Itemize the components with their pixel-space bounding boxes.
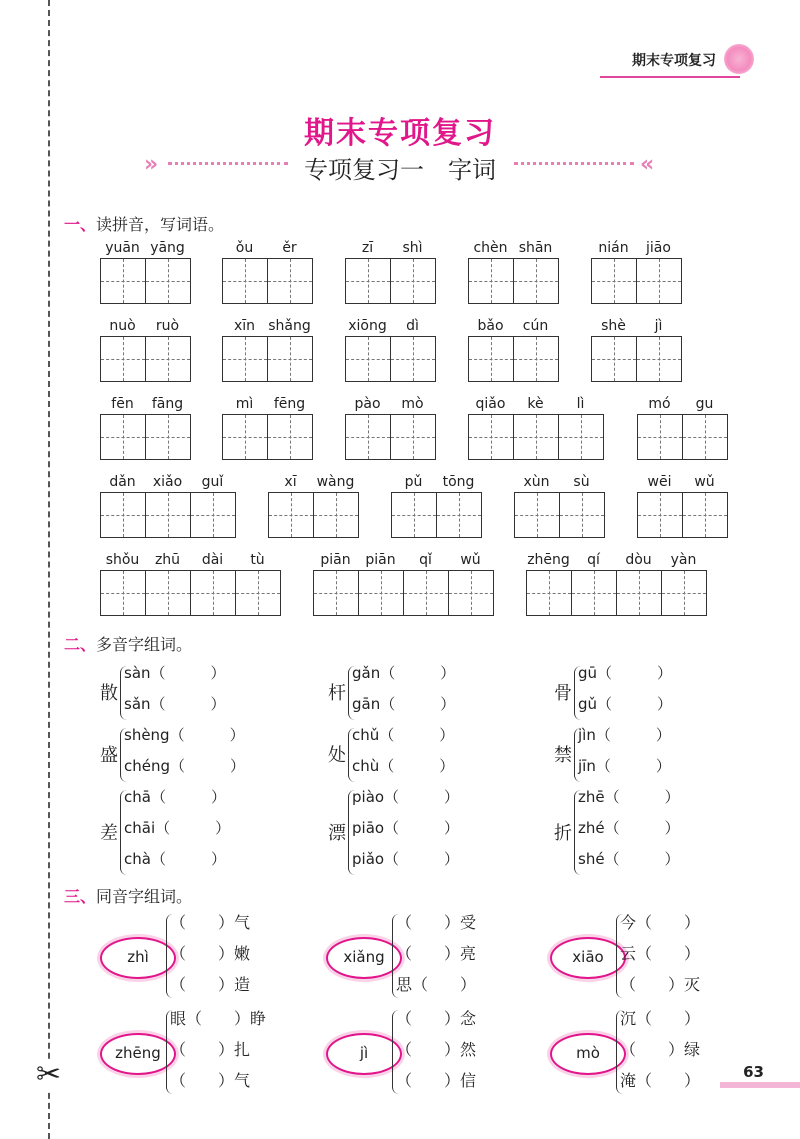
- pinyin-syllable: mó: [648, 396, 671, 412]
- writing-grid: [468, 414, 604, 460]
- homophone-blank[interactable]: （ ）受: [396, 913, 477, 932]
- writing-grid: [100, 336, 191, 382]
- pinyin-syllable: guǐ: [201, 474, 224, 490]
- pinyin-syllable: tōng: [442, 474, 475, 490]
- pinyin-syllable: zhū: [154, 552, 181, 568]
- writing-grid: [100, 414, 191, 460]
- writing-grid: [222, 258, 313, 304]
- reading-blank[interactable]: piāo（ ）: [352, 819, 460, 837]
- scissors-icon: ✂: [36, 1057, 62, 1092]
- grid-cell[interactable]: [558, 415, 603, 459]
- reading-blank[interactable]: chù（ ）: [352, 757, 455, 775]
- grid-cell[interactable]: [682, 493, 727, 537]
- grid-cell[interactable]: [235, 571, 280, 615]
- pinyin-syllable: zī: [361, 240, 374, 256]
- reading-blank[interactable]: jīn（ ）: [578, 757, 671, 775]
- word-group: [468, 316, 559, 382]
- grid-cell[interactable]: [469, 415, 513, 459]
- pinyin-syllable: nuò: [109, 318, 136, 334]
- pinyin-syllable: mò: [401, 396, 424, 412]
- grid-cell[interactable]: [190, 571, 235, 615]
- pinyin-row: [345, 238, 436, 258]
- homophone-blank[interactable]: 今（ ）: [620, 913, 701, 932]
- pinyin-syllable: wàng: [316, 474, 355, 490]
- pinyin-syllable: wǔ: [460, 552, 481, 568]
- polyphone-char: 折: [554, 822, 572, 844]
- reading-blank[interactable]: sàn（ ）: [124, 664, 226, 682]
- pinyin-badge: zhì: [100, 937, 176, 979]
- writing-grid: [468, 258, 559, 304]
- reading-blank[interactable]: piào（ ）: [352, 788, 460, 806]
- word-group: [468, 238, 559, 304]
- polyphone-char: 骨: [554, 683, 572, 704]
- pinyin-badge: zhēng: [100, 1033, 176, 1075]
- section-title: 二、多音字组词。: [64, 635, 193, 654]
- pinyin-row: [100, 394, 191, 414]
- word-group: [268, 472, 359, 538]
- homophone-blank[interactable]: （ ）造: [170, 975, 251, 994]
- grid-cell[interactable]: [346, 337, 390, 381]
- writing-grid: [391, 492, 482, 538]
- homophone-blank[interactable]: （ ）然: [396, 1040, 477, 1059]
- pinyin-syllable: ruò: [155, 318, 180, 334]
- pinyin-badge: xiāo: [550, 937, 626, 979]
- word-group: [222, 316, 313, 382]
- word-group: [391, 472, 482, 538]
- reading-blank[interactable]: chà（ ）: [124, 850, 226, 868]
- writing-grid: [222, 336, 313, 382]
- grid-cell[interactable]: [358, 571, 403, 615]
- pinyin-row: [591, 238, 682, 258]
- homophone-blank[interactable]: （ ）信: [396, 1071, 477, 1090]
- polyphone-char: 差: [100, 822, 118, 844]
- pinyin-row: [100, 316, 191, 336]
- word-group: [345, 238, 436, 304]
- grid-cell[interactable]: [515, 493, 559, 537]
- pinyin-row: [591, 316, 682, 336]
- pinyin-row: [345, 316, 436, 336]
- pinyin-syllable: tù: [250, 552, 265, 568]
- pinyin-syllable: xī: [284, 474, 297, 490]
- grid-cell[interactable]: [636, 259, 681, 303]
- pinyin-syllable: qí: [587, 552, 600, 568]
- word-group: [468, 394, 604, 460]
- reading-blank[interactable]: chéng（ ）: [124, 757, 246, 775]
- grid-cell[interactable]: [436, 493, 481, 537]
- polyphone-char: 盛: [100, 745, 118, 766]
- pinyin-row: [313, 550, 494, 570]
- grid-cell[interactable]: [267, 337, 312, 381]
- grid-cell[interactable]: [392, 493, 436, 537]
- pinyin-row: [514, 472, 605, 492]
- pinyin-syllable: jiāo: [646, 240, 671, 256]
- homophone-blank[interactable]: 云（ ）: [620, 944, 701, 963]
- writing-grid: [637, 414, 728, 460]
- grid-cell[interactable]: [101, 259, 145, 303]
- grid-cell[interactable]: [101, 337, 145, 381]
- reading-blank[interactable]: zhé（ ）: [578, 819, 680, 837]
- writing-grid: [526, 570, 707, 616]
- pinyin-syllable: qǐ: [419, 552, 432, 568]
- reading-blank[interactable]: gǔ（ ）: [578, 695, 673, 713]
- word-group: [637, 394, 728, 460]
- grid-cell[interactable]: [592, 259, 636, 303]
- reading-blank[interactable]: chā（ ）: [124, 788, 226, 806]
- polyphone-char: 禁: [554, 745, 572, 766]
- pinyin-syllable: qiǎo: [475, 396, 506, 412]
- pinyin-syllable: xùn: [523, 474, 550, 490]
- pinyin-syllable: jì: [654, 318, 663, 334]
- word-group: [345, 316, 436, 382]
- pinyin-row: [391, 472, 482, 492]
- pinyin-syllable: xīn: [233, 318, 256, 334]
- word-group: [222, 238, 313, 304]
- reading-blank[interactable]: piǎo（ ）: [352, 850, 460, 868]
- reading-blank[interactable]: gǎn（ ）: [352, 664, 456, 682]
- reading-blank[interactable]: shèng（ ）: [124, 726, 245, 744]
- pinyin-syllable: xiǎo: [152, 474, 183, 490]
- grid-cell[interactable]: [101, 493, 145, 537]
- page-subtitle: 专项复习一 字词: [304, 156, 496, 184]
- polyphone-char: 散: [100, 683, 118, 704]
- grid-cell[interactable]: [346, 259, 390, 303]
- grid-cell[interactable]: [513, 337, 558, 381]
- page-number: 63: [743, 1063, 764, 1081]
- homophone-blank[interactable]: （ ）念: [396, 1009, 477, 1028]
- pinyin-syllable: yāng: [150, 240, 185, 256]
- grid-cell[interactable]: [390, 415, 435, 459]
- writing-grid: [591, 336, 682, 382]
- pinyin-syllable: kè: [527, 396, 544, 412]
- pinyin-syllable: shān: [518, 240, 553, 256]
- writing-grid: [637, 492, 728, 538]
- grid-cell[interactable]: [145, 259, 190, 303]
- reading-blank[interactable]: zhē（ ）: [578, 788, 680, 806]
- grid-cell[interactable]: [145, 493, 190, 537]
- grid-cell[interactable]: [638, 415, 682, 459]
- pinyin-syllable: fāng: [151, 396, 184, 412]
- homophone-blank[interactable]: 眼（ ）睁: [170, 1009, 267, 1028]
- pinyin-syllable: gu: [695, 396, 714, 412]
- page-title: 期末专项复习: [304, 116, 496, 151]
- word-group: [526, 550, 707, 616]
- grid-cell[interactable]: [638, 493, 682, 537]
- pinyin-syllable: pǔ: [404, 474, 423, 490]
- pinyin-syllable: nián: [598, 240, 629, 256]
- pinyin-syllable: fēng: [273, 396, 306, 412]
- grid-cell[interactable]: [101, 571, 145, 615]
- pinyin-syllable: dài: [201, 552, 224, 568]
- pinyin-syllable: zhēng: [527, 552, 570, 568]
- grid-cell[interactable]: [314, 571, 358, 615]
- pinyin-syllable: dì: [406, 318, 419, 334]
- homophone-blank[interactable]: （ ）气: [170, 913, 251, 932]
- word-group: [222, 394, 313, 460]
- pinyin-syllable: cún: [522, 318, 549, 334]
- pinyin-row: [468, 394, 604, 414]
- reading-blank[interactable]: chǔ（ ）: [352, 726, 455, 744]
- pinyin-syllable: shǎng: [268, 318, 311, 334]
- writing-grid: [268, 492, 359, 538]
- pinyin-row: [637, 472, 728, 492]
- homophone-blank[interactable]: （ ）扎: [170, 1040, 251, 1059]
- pinyin-badge: xiǎng: [326, 937, 402, 979]
- pinyin-syllable: shì: [402, 240, 423, 256]
- grid-cell[interactable]: [469, 337, 513, 381]
- grid-cell[interactable]: [346, 415, 390, 459]
- homophone-blank[interactable]: （ ）灭: [620, 975, 701, 994]
- pinyin-row: [222, 316, 313, 336]
- pinyin-syllable: ǒu: [235, 240, 254, 256]
- pinyin-row: [268, 472, 359, 492]
- writing-grid: [514, 492, 605, 538]
- section-title: 三、同音字组词。: [64, 887, 193, 906]
- grid-cell[interactable]: [390, 259, 435, 303]
- grid-cell[interactable]: [636, 337, 681, 381]
- pinyin-syllable: ěr: [282, 240, 297, 256]
- reading-blank[interactable]: sǎn（ ）: [124, 695, 226, 713]
- word-group: [345, 394, 436, 460]
- pinyin-syllable: fēn: [111, 396, 134, 412]
- grid-cell[interactable]: [101, 415, 145, 459]
- grid-cell[interactable]: [145, 571, 190, 615]
- writing-grid: [100, 492, 236, 538]
- word-group: [514, 472, 605, 538]
- grid-cell[interactable]: [448, 571, 493, 615]
- grid-cell[interactable]: [527, 571, 571, 615]
- grid-cell[interactable]: [616, 571, 661, 615]
- homophone-blank[interactable]: 沉（ ）: [620, 1009, 701, 1028]
- pinyin-row: [100, 550, 281, 570]
- homophone-blank[interactable]: （ ）亮: [396, 944, 477, 963]
- reading-blank[interactable]: gū（ ）: [578, 664, 673, 682]
- pinyin-syllable: wēi: [647, 474, 672, 490]
- word-group: [637, 472, 728, 538]
- grid-cell[interactable]: [223, 415, 267, 459]
- homophone-blank[interactable]: 淹（ ）: [620, 1071, 701, 1090]
- grid-cell[interactable]: [513, 259, 558, 303]
- pinyin-syllable: yàn: [670, 552, 697, 568]
- grid-cell[interactable]: [313, 493, 358, 537]
- grid-cell[interactable]: [190, 493, 235, 537]
- header-tab: 期末专项复习: [632, 53, 716, 69]
- writing-grid: [222, 414, 313, 460]
- pinyin-syllable: wǔ: [694, 474, 715, 490]
- word-group: [100, 550, 281, 616]
- grid-cell[interactable]: [592, 337, 636, 381]
- grid-cell[interactable]: [513, 415, 558, 459]
- writing-grid: [345, 258, 436, 304]
- pinyin-row: [100, 238, 191, 258]
- grid-cell[interactable]: [559, 493, 604, 537]
- double-chevron-left-icon: «: [640, 152, 655, 177]
- grid-cell[interactable]: [223, 259, 267, 303]
- pinyin-syllable: yuān: [105, 240, 140, 256]
- pinyin-syllable: piān: [365, 552, 396, 568]
- grid-cell[interactable]: [682, 415, 727, 459]
- pinyin-row: [222, 394, 313, 414]
- pinyin-row: [222, 238, 313, 258]
- section-title: 一、读拼音，写词语。: [64, 215, 225, 234]
- writing-grid: [591, 258, 682, 304]
- grid-cell[interactable]: [223, 337, 267, 381]
- writing-grid: [313, 570, 494, 616]
- writing-grid: [468, 336, 559, 382]
- grid-cell[interactable]: [469, 259, 513, 303]
- word-group: [591, 238, 682, 304]
- homophone-blank[interactable]: （ ）嫩: [170, 944, 251, 963]
- pinyin-badge: mò: [550, 1033, 626, 1075]
- pinyin-syllable: pào: [354, 396, 381, 412]
- page-bar: [720, 1082, 800, 1088]
- pinyin-syllable: dòu: [625, 552, 652, 568]
- pinyin-badge: jì: [326, 1033, 402, 1075]
- reading-blank[interactable]: shé（ ）: [578, 850, 680, 868]
- word-group: [100, 238, 191, 304]
- pinyin-syllable: lì: [576, 396, 585, 412]
- pinyin-row: [345, 394, 436, 414]
- flower-icon: [724, 44, 754, 74]
- polyphone-char: 杆: [328, 683, 346, 704]
- grid-cell[interactable]: [661, 571, 706, 615]
- grid-cell[interactable]: [269, 493, 313, 537]
- homophone-blank[interactable]: 思（ ）: [396, 975, 477, 994]
- pinyin-syllable: sù: [573, 474, 590, 490]
- double-chevron-right-icon: »: [144, 152, 159, 177]
- grid-cell[interactable]: [571, 571, 616, 615]
- pinyin-syllable: bǎo: [477, 318, 504, 334]
- writing-grid: [345, 414, 436, 460]
- word-group: [100, 394, 191, 460]
- homophone-blank[interactable]: （ ）气: [170, 1071, 251, 1090]
- word-group: [100, 316, 191, 382]
- pinyin-row: [100, 472, 236, 492]
- pinyin-syllable: dǎn: [109, 474, 136, 490]
- header-divider: [600, 76, 740, 78]
- writing-grid: [100, 258, 191, 304]
- writing-grid: [100, 570, 281, 616]
- pinyin-syllable: chèn: [473, 240, 508, 256]
- pinyin-syllable: shǒu: [105, 552, 140, 568]
- word-group: [313, 550, 494, 616]
- polyphone-char: 漂: [328, 822, 346, 844]
- pinyin-syllable: piān: [320, 552, 351, 568]
- grid-cell[interactable]: [145, 337, 190, 381]
- homophone-blank[interactable]: （ ）绿: [620, 1040, 701, 1059]
- reading-blank[interactable]: jìn（ ）: [578, 726, 671, 744]
- reading-blank[interactable]: gān（ ）: [352, 695, 456, 713]
- pinyin-syllable: shè: [601, 318, 626, 334]
- pinyin-row: [526, 550, 707, 570]
- pinyin-syllable: xiōng: [348, 318, 387, 334]
- pinyin-row: [637, 394, 728, 414]
- pinyin-syllable: mì: [235, 396, 254, 412]
- polyphone-char: 处: [328, 745, 346, 766]
- writing-grid: [345, 336, 436, 382]
- reading-blank[interactable]: chāi（ ）: [124, 819, 231, 837]
- grid-cell[interactable]: [145, 415, 190, 459]
- decor-dots: [514, 162, 634, 165]
- grid-cell[interactable]: [267, 415, 312, 459]
- pinyin-row: [468, 316, 559, 336]
- word-group: [591, 316, 682, 382]
- word-group: [100, 472, 236, 538]
- grid-cell[interactable]: [390, 337, 435, 381]
- grid-cell[interactable]: [403, 571, 448, 615]
- grid-cell[interactable]: [267, 259, 312, 303]
- pinyin-row: [468, 238, 559, 258]
